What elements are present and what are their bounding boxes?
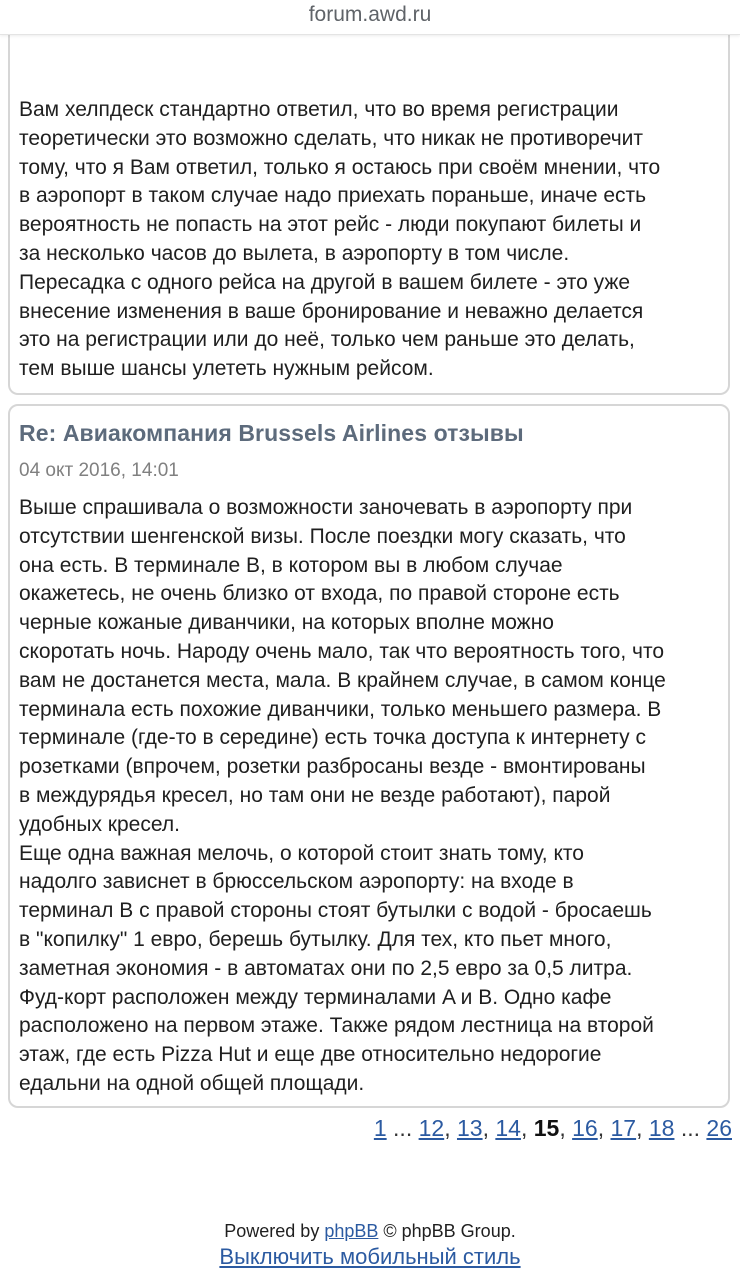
- forum-post-previous: [8, 14, 730, 395]
- powered-suffix: © phpBB Group.: [378, 1221, 516, 1241]
- page-link-26[interactable]: 26: [706, 1115, 732, 1141]
- page-link-17[interactable]: 17: [610, 1115, 637, 1141]
- post-title[interactable]: Re: Авиакомпания Brussels Airlines отзывы: [19, 420, 524, 446]
- post-body: Выше спрашивала о возможности заночевать в аэропорту при отсутствии шенгенской визы. После поездки могу сказать, что она есть. В терминале B, в котором вы в любом случае окажетесь, не очень близко от входа, по правой стороне есть черные кожаные диванчики, на которых вполне можно скоротать ночь. Народу очень мало, так что вероятность того, что вам не достанется места, мала. В крайнем случае, в самом конце терминала есть похожие диванчики, только меньшего размера. В терминале (где-то в середине) есть точка доступа к интернету с розетками (впрочем, розетки разбросаны везде - вмонтированы в междурядья кресел, но там они не везде работают), парой удобных кресел. Еще одна важная мелочь, о которой стоит знать тому, кто надолго зависнет в брюссельском аэропорту: на входе в терминал B с правой стороны стоят бутылки с водой - бросаешь в "копилку" 1 евро, берешь бутылку. Для тех, кто пьет много, заметная экономия - в автоматах они по 2,5 евро за 0,5 литра. Фуд-корт расположен между терминалами A и B. Одно кафе расположено на первом этаже. Также рядом лестница на второй этаж, где есть Pizza Hut и еще две относительно недорогие едальни на одной общей площади.: [19, 496, 666, 1095]
- separator: ,: [559, 1115, 573, 1141]
- ellipsis: ...: [386, 1115, 419, 1141]
- page-link-1[interactable]: 1: [373, 1115, 387, 1141]
- page-link-12[interactable]: 12: [418, 1115, 445, 1141]
- current-page: 15: [533, 1115, 560, 1141]
- separator: ,: [482, 1115, 496, 1141]
- page-link-16[interactable]: 16: [572, 1115, 598, 1141]
- powered-by: [0, 1221, 740, 1242]
- post-date: 04 окт 2016, 14:01: [19, 460, 179, 481]
- page-link-14[interactable]: 14: [495, 1115, 521, 1141]
- forum-post: [8, 404, 730, 1108]
- separator: ,: [444, 1115, 457, 1141]
- separator: ,: [636, 1115, 649, 1141]
- mobile-style-link[interactable]: Выключить мобильный стиль: [219, 1244, 521, 1269]
- powered-prefix: Powered by: [224, 1221, 325, 1241]
- separator: ,: [597, 1115, 611, 1141]
- page-link-13[interactable]: 13: [456, 1115, 483, 1141]
- page-link-18[interactable]: 18: [648, 1115, 675, 1141]
- ellipsis: ...: [674, 1115, 707, 1141]
- browser-url-bar[interactable]: [0, 0, 740, 35]
- url-text: forum.awd.ru: [308, 3, 432, 26]
- post-body: Вам хелпдеск стандартно ответил, что во время регистрации теоретически это возможно сделать, что никак не противоречит тому, что я Вам ответил, только я остаюсь при своём мнении, что в аэропорт в таком случае надо приехать пораньше, иначе есть вероятность не попасть на этот рейс - люди покупают билеты и за несколько часов до вылета, в аэропорту в том числе. Пересадка с одного рейса на другой в вашем билете - это уже внесение изменения в ваше бронирование и неважно делается это на регистрации или до неё, только чем раньше это делать, тем выше шансы улететь нужным рейсом.: [19, 98, 661, 381]
- phpbb-link[interactable]: phpBB: [324, 1221, 379, 1241]
- mobile-style-toggle[interactable]: [0, 1244, 740, 1270]
- pagination: [374, 1115, 732, 1142]
- separator: ,: [520, 1115, 534, 1141]
